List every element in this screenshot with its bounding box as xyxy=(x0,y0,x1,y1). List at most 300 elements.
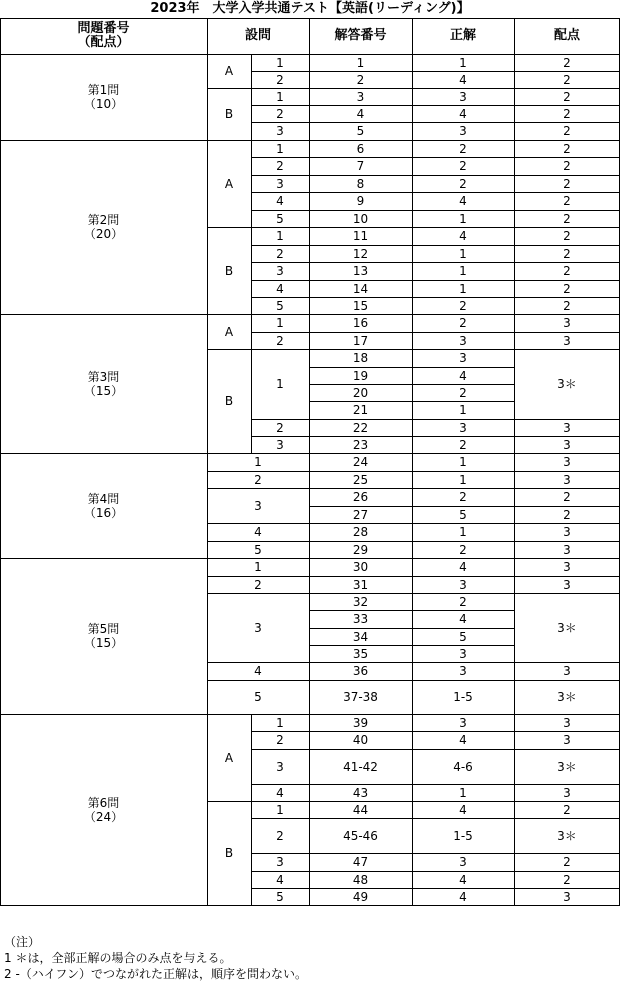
question-block-label: 第5問 （15） xyxy=(83,622,124,650)
grid-line xyxy=(309,157,515,158)
grid-line xyxy=(309,105,515,106)
grid-line xyxy=(251,54,252,141)
answer-number: 29 xyxy=(352,542,369,557)
grid-line xyxy=(309,419,515,420)
sub-question: 1 xyxy=(276,377,284,391)
grid-line xyxy=(251,818,310,819)
notes-heading: （注） xyxy=(4,935,41,949)
grid-line xyxy=(251,157,310,158)
points: 3 xyxy=(563,437,571,452)
correct-answer: 1 xyxy=(459,264,467,278)
answer-number: 11 xyxy=(352,229,369,243)
grid-line xyxy=(251,88,310,89)
grid-line xyxy=(207,801,252,802)
grid-line xyxy=(309,349,515,350)
note-item: 1 ＊は，全部正解の場合のみ点を与える。 xyxy=(4,951,232,965)
part-label: B xyxy=(224,107,234,121)
grid-line xyxy=(251,853,310,854)
header-question: 問題番号 （配点） xyxy=(77,21,130,50)
sub-question: 2 xyxy=(254,577,262,592)
grid-line xyxy=(309,593,515,594)
grid-line xyxy=(309,332,515,333)
grid-line xyxy=(514,558,620,559)
grid-line xyxy=(309,436,515,437)
grid-line xyxy=(514,88,620,89)
grid-line xyxy=(251,105,310,106)
part-label: A xyxy=(224,750,234,765)
sub-question: 1 xyxy=(276,55,284,70)
grid-line xyxy=(309,853,515,854)
answer-number: 22 xyxy=(352,420,369,435)
sub-question: 2 xyxy=(276,106,284,121)
correct-answer: 4 xyxy=(459,889,467,904)
correct-answer: 4 xyxy=(459,72,467,87)
points: 2 xyxy=(563,89,571,104)
grid-line xyxy=(514,175,620,176)
answer-number: 14 xyxy=(352,281,369,296)
answer-number: 26 xyxy=(352,490,369,504)
question-block-label: 第4問 （16） xyxy=(83,491,124,520)
grid-line xyxy=(251,192,310,193)
answer-number: 31 xyxy=(352,577,369,592)
header-correct: 正解 xyxy=(449,28,476,43)
part-label: A xyxy=(224,176,234,191)
correct-answer: 1-5 xyxy=(453,828,473,843)
answer-number: 25 xyxy=(352,472,369,487)
answer-number: 8 xyxy=(356,176,365,191)
grid-line xyxy=(251,140,252,315)
grid-line xyxy=(251,714,252,906)
part-label: B xyxy=(224,394,234,408)
correct-answer: 4 xyxy=(459,733,467,747)
grid-line xyxy=(207,523,310,524)
sub-question: 1 xyxy=(276,89,284,104)
part-label: B xyxy=(224,846,234,860)
grid-line xyxy=(251,122,310,123)
header-answer-number: 解答番号 xyxy=(334,28,387,43)
answer-number: 36 xyxy=(352,664,369,678)
answer-number: 10 xyxy=(352,211,369,226)
answer-number: 40 xyxy=(352,733,369,747)
grid-line xyxy=(309,227,515,228)
grid-line xyxy=(207,453,310,454)
grid-line xyxy=(309,140,515,141)
grid-line xyxy=(309,210,515,211)
grid-line xyxy=(514,506,620,507)
points: 3＊ xyxy=(557,690,577,704)
correct-answer: 3 xyxy=(459,124,467,138)
grid-line xyxy=(309,122,515,123)
points: 2 xyxy=(563,124,571,138)
sub-question: 4 xyxy=(254,664,262,678)
correct-answer: 3 xyxy=(459,715,467,730)
grid-line xyxy=(207,471,310,472)
sub-question: 2 xyxy=(276,333,284,348)
points: 3＊ xyxy=(557,620,577,635)
grid-line xyxy=(514,105,620,106)
grid-line xyxy=(309,645,515,646)
grid-line xyxy=(251,784,310,785)
answer-number: 13 xyxy=(352,264,369,278)
grid-line xyxy=(207,558,310,559)
correct-answer: 4 xyxy=(459,106,467,121)
grid-line xyxy=(207,488,310,489)
points: 3 xyxy=(563,316,571,330)
answer-number: 3 xyxy=(356,89,365,104)
correct-answer: 2 xyxy=(459,385,467,400)
points: 3＊ xyxy=(557,759,577,774)
grid-line xyxy=(514,71,620,72)
grid-line xyxy=(251,419,310,420)
grid-line xyxy=(251,714,310,715)
grid-line xyxy=(309,488,515,489)
sub-question: 3 xyxy=(276,437,284,452)
correct-answer: 1 xyxy=(459,525,467,539)
sub-question: 1 xyxy=(276,229,284,243)
grid-line xyxy=(309,192,515,193)
grid-line xyxy=(514,140,620,141)
correct-answer: 2 xyxy=(459,298,467,313)
points: 2 xyxy=(563,298,571,313)
points: 3 xyxy=(563,664,571,678)
sub-question: 2 xyxy=(276,72,284,87)
sub-question: 5 xyxy=(276,889,284,904)
correct-answer: 3 xyxy=(459,646,467,661)
grid-line xyxy=(514,419,620,420)
question-block-label: 第3問 （15） xyxy=(83,369,124,398)
points: 3 xyxy=(563,577,571,592)
grid-line xyxy=(309,297,515,298)
points: 3 xyxy=(563,420,571,435)
correct-answer: 2 xyxy=(459,176,467,191)
points: 3 xyxy=(563,525,571,539)
grid-line xyxy=(207,88,252,89)
correct-answer: 3 xyxy=(459,855,467,869)
grid-line xyxy=(514,210,620,211)
grid-line xyxy=(251,314,252,454)
answer-number: 30 xyxy=(352,560,369,574)
answer-number: 23 xyxy=(352,437,369,452)
points: 3 xyxy=(563,455,571,469)
sub-question: 4 xyxy=(254,525,262,539)
sub-question: 1 xyxy=(276,802,284,817)
answer-number: 37-38 xyxy=(343,690,378,704)
grid-line xyxy=(309,18,310,906)
answer-number: 28 xyxy=(352,525,369,539)
correct-answer: 3 xyxy=(459,351,467,365)
answer-number: 9 xyxy=(356,194,365,208)
grid-line xyxy=(514,888,620,889)
grid-line xyxy=(309,818,515,819)
answer-number: 39 xyxy=(352,715,369,730)
grid-line xyxy=(514,227,620,228)
correct-answer: 2 xyxy=(459,141,467,156)
answer-number: 2 xyxy=(356,72,365,87)
grid-line xyxy=(514,453,620,454)
sub-question: 3 xyxy=(254,498,262,513)
correct-answer: 1 xyxy=(459,281,467,296)
points: 3 xyxy=(563,560,571,574)
correct-answer: 1 xyxy=(459,472,467,487)
answer-number: 20 xyxy=(352,385,369,400)
grid-line xyxy=(309,731,515,732)
grid-line xyxy=(309,523,515,524)
correct-answer: 1 xyxy=(459,55,467,70)
grid-line xyxy=(514,245,620,246)
points: 3 xyxy=(563,733,571,747)
grid-line xyxy=(309,714,515,715)
grid-line xyxy=(309,245,515,246)
grid-line xyxy=(207,680,310,681)
points: 3 xyxy=(563,472,571,487)
page-title: 2023年 大学入学共通テスト【英語(リーディング)】 xyxy=(150,1,470,16)
points: 2 xyxy=(563,141,571,156)
grid-line xyxy=(412,18,413,906)
correct-answer: 2 xyxy=(459,542,467,557)
points: 2 xyxy=(563,855,571,869)
answer-number: 4 xyxy=(356,106,365,121)
grid-line xyxy=(251,71,310,72)
grid-line xyxy=(309,384,515,385)
answer-number: 45-46 xyxy=(343,828,378,843)
sub-question: 3 xyxy=(254,620,262,635)
header-setsumon: 設問 xyxy=(244,28,271,43)
correct-answer: 4 xyxy=(459,368,467,383)
grid-line xyxy=(514,818,620,819)
grid-line xyxy=(309,280,515,281)
correct-answer: 2 xyxy=(459,490,467,504)
points: 2 xyxy=(563,872,571,887)
answer-number: 21 xyxy=(352,403,369,417)
sub-question: 4 xyxy=(276,281,284,296)
answer-number: 35 xyxy=(352,646,369,661)
grid-line xyxy=(251,731,310,732)
grid-line xyxy=(207,593,310,594)
grid-line xyxy=(514,749,620,750)
correct-answer: 1 xyxy=(459,403,467,417)
answer-number: 32 xyxy=(352,594,369,609)
grid-line xyxy=(251,801,310,802)
grid-line xyxy=(514,714,620,715)
grid-line xyxy=(251,140,310,141)
grid-line xyxy=(514,488,620,489)
answer-number: 27 xyxy=(352,507,369,522)
points: 3 xyxy=(563,542,571,557)
grid-line xyxy=(514,576,620,577)
correct-answer: 4 xyxy=(459,872,467,887)
answer-number: 47 xyxy=(352,855,369,869)
sub-question: 3 xyxy=(276,759,284,774)
grid-line xyxy=(514,784,620,785)
points: 2 xyxy=(563,507,571,522)
answer-number: 34 xyxy=(352,629,369,644)
points: 2 xyxy=(563,490,571,504)
correct-answer: 2 xyxy=(459,437,467,452)
grid-line xyxy=(251,332,310,333)
grid-line xyxy=(207,227,252,228)
grid-line xyxy=(0,18,620,19)
grid-line xyxy=(309,71,515,72)
grid-line xyxy=(251,210,310,211)
points: 3 xyxy=(563,889,571,904)
grid-line xyxy=(514,541,620,542)
sub-question: 3 xyxy=(276,264,284,278)
sub-question: 2 xyxy=(276,420,284,435)
sub-question: 1 xyxy=(276,715,284,730)
grid-line xyxy=(514,731,620,732)
grid-line xyxy=(251,297,310,298)
correct-answer: 4 xyxy=(459,612,467,626)
grid-line xyxy=(0,54,620,55)
grid-line xyxy=(514,332,620,333)
grid-line xyxy=(309,88,515,89)
grid-line xyxy=(514,593,620,594)
grid-line xyxy=(207,541,310,542)
correct-answer: 5 xyxy=(459,507,467,522)
sub-question: 2 xyxy=(276,733,284,747)
sub-question: 2 xyxy=(276,246,284,261)
grid-line xyxy=(514,523,620,524)
grid-line xyxy=(309,871,515,872)
correct-answer: 3 xyxy=(459,577,467,592)
grid-line xyxy=(309,610,515,611)
answer-number: 16 xyxy=(352,316,369,330)
sub-question: 1 xyxy=(254,455,262,469)
grid-line xyxy=(207,18,208,906)
grid-line xyxy=(309,541,515,542)
answer-number: 5 xyxy=(356,124,365,138)
correct-answer: 4 xyxy=(459,560,467,574)
note-item: 2 -（ハイフン）でつながれた正解は，順序を問わない。 xyxy=(4,967,307,981)
header-points: 配点 xyxy=(553,28,580,43)
grid-line xyxy=(309,558,515,559)
grid-line xyxy=(514,349,620,350)
answer-number: 19 xyxy=(352,368,369,383)
part-label: B xyxy=(224,263,234,278)
points: 3＊ xyxy=(557,828,577,843)
correct-answer: 4 xyxy=(459,229,467,243)
grid-line xyxy=(514,871,620,872)
correct-answer: 2 xyxy=(459,159,467,173)
answer-number: 48 xyxy=(352,872,369,887)
grid-line xyxy=(514,662,620,663)
points: 2 xyxy=(563,176,571,191)
points: 2 xyxy=(563,211,571,226)
correct-answer: 3 xyxy=(459,420,467,435)
grid-line xyxy=(309,401,515,402)
grid-line xyxy=(309,801,515,802)
points: 3 xyxy=(563,785,571,800)
correct-answer: 1 xyxy=(459,246,467,261)
answer-number: 12 xyxy=(352,246,369,261)
answer-number: 24 xyxy=(352,455,369,469)
sub-question: 3 xyxy=(276,176,284,191)
sub-question: 2 xyxy=(276,159,284,173)
grid-line xyxy=(514,436,620,437)
grid-line xyxy=(251,175,310,176)
grid-line xyxy=(514,122,620,123)
answer-number: 6 xyxy=(356,141,365,156)
correct-answer: 1 xyxy=(459,455,467,469)
grid-line xyxy=(514,314,620,315)
grid-line xyxy=(309,628,515,629)
grid-line xyxy=(309,314,515,315)
correct-answer: 1 xyxy=(459,785,467,800)
question-block-label: 第1問 （10） xyxy=(83,83,124,111)
grid-line xyxy=(251,314,310,315)
sub-question: 1 xyxy=(276,141,284,156)
part-label: A xyxy=(224,64,234,78)
sub-question: 4 xyxy=(276,194,284,208)
grid-line xyxy=(0,18,1,906)
grid-line xyxy=(207,662,310,663)
notes xyxy=(4,934,614,982)
points: 3＊ xyxy=(557,377,577,391)
points: 2 xyxy=(563,229,571,243)
points: 2 xyxy=(563,159,571,173)
points: 3 xyxy=(563,333,571,348)
points: 2 xyxy=(563,55,571,70)
grid-line xyxy=(514,680,620,681)
grid-line xyxy=(251,871,310,872)
grid-line xyxy=(514,262,620,263)
correct-answer: 4 xyxy=(459,802,467,817)
points: 2 xyxy=(563,281,571,296)
grid-line xyxy=(251,227,310,228)
grid-line xyxy=(309,471,515,472)
answer-number: 7 xyxy=(356,159,365,173)
grid-line xyxy=(207,349,252,350)
grid-line xyxy=(514,192,620,193)
sub-question: 1 xyxy=(276,316,284,330)
points: 2 xyxy=(563,72,571,87)
sub-question: 2 xyxy=(276,828,284,843)
grid-line xyxy=(251,349,310,350)
answer-number: 18 xyxy=(352,351,369,365)
answer-number: 44 xyxy=(352,802,369,817)
answer-number: 43 xyxy=(352,785,369,800)
points: 2 xyxy=(563,802,571,817)
grid-line xyxy=(251,280,310,281)
grid-line xyxy=(514,801,620,802)
correct-answer: 2 xyxy=(459,594,467,609)
sub-question: 4 xyxy=(276,872,284,887)
grid-line xyxy=(251,262,310,263)
points: 3 xyxy=(563,715,571,730)
question-block-label: 第2問 （20） xyxy=(83,213,124,241)
grid-line xyxy=(514,18,515,906)
answer-number: 49 xyxy=(352,889,369,904)
grid-line xyxy=(0,905,620,906)
correct-answer: 5 xyxy=(459,629,467,644)
sub-question: 3 xyxy=(276,124,284,138)
grid-line xyxy=(251,436,310,437)
grid-line xyxy=(309,662,515,663)
answer-number: 33 xyxy=(352,612,369,626)
sub-question: 4 xyxy=(276,785,284,800)
sub-question: 3 xyxy=(276,855,284,869)
sub-question: 5 xyxy=(276,298,284,313)
grid-line xyxy=(514,471,620,472)
points: 2 xyxy=(563,194,571,208)
answer-number: 1 xyxy=(356,55,365,70)
grid-line xyxy=(514,297,620,298)
answer-number: 41-42 xyxy=(343,759,378,774)
sub-question: 5 xyxy=(254,542,262,557)
grid-line xyxy=(309,262,515,263)
grid-line xyxy=(514,157,620,158)
grid-line xyxy=(514,853,620,854)
